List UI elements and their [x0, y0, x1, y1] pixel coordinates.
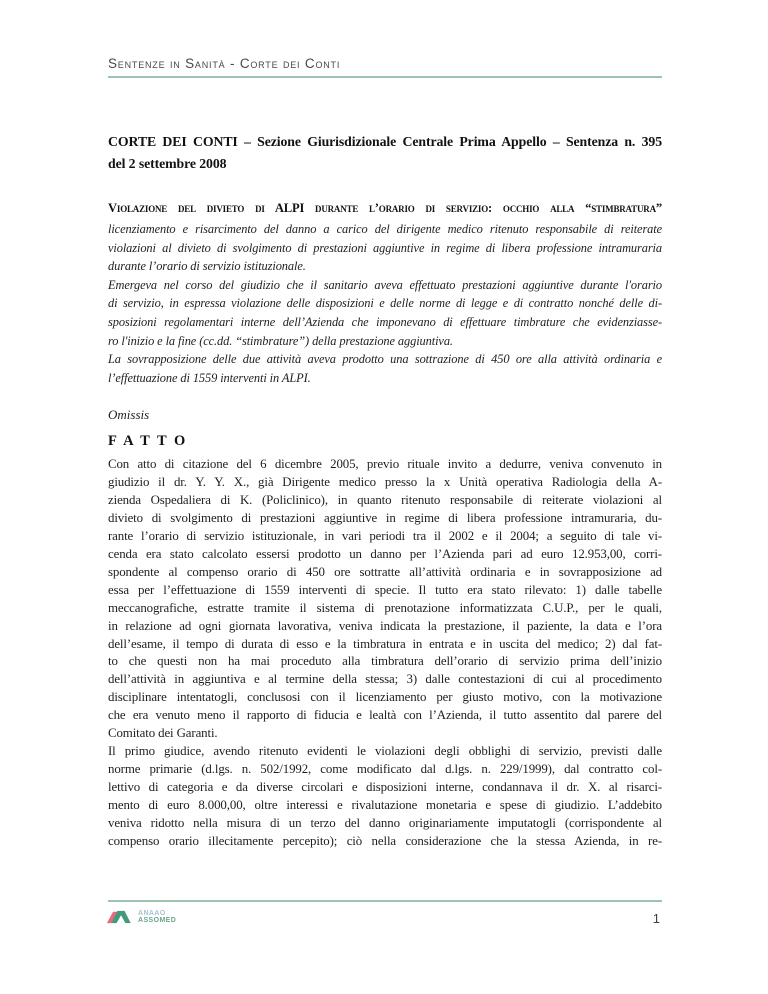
text-line: in relazione ad ogni giornata lavorativa, veniva indicata la prestazione, il paziente, la data e l’ora	[108, 618, 662, 633]
text-line: to che questi non ha mai proceduto alla timbratura dell’orario di servizio prima dell’inizio	[108, 654, 662, 669]
text-line: dell’esame, il tempo di durata di esso e la timbratura in entrata e in uscita del medico; 2) dal fat-	[108, 636, 662, 651]
sentence-title	[108, 131, 662, 175]
text-line: compenso orario illecitamente percepito); ciò nella considerazione che la stessa Azienda, in re-	[108, 834, 662, 849]
text-line: zienda Ospedaliera di K. (Policlinico), in quanto ritenuto responsabile di reiterate violazioni al	[108, 492, 662, 507]
text-line: del 2 settembre 2008	[108, 156, 227, 171]
text-line: disciplinare intentatogli, conclusosi con il licenziamento per giusto motivo, con la motivazione	[108, 690, 662, 705]
text-line: rante l’orario di servizio istituzionale, in vari periodi tra il 2002 e il 2004; a seguito di tale vi-	[108, 528, 662, 543]
text-line: norme primarie (d.lgs. n. 502/1992, come modificato dal d.lgs. n. 229/1999), dal contratto col-	[108, 762, 662, 777]
fatto-body	[108, 456, 662, 851]
page-header	[108, 56, 662, 78]
fatto-heading: F A T T O	[108, 433, 188, 449]
text-line: lettivo di categoria e da diverse circolari e disposizioni interne, condannava il dr. X. al risarci-	[108, 780, 662, 795]
text-line: l’effettuazione di 1559 interventi in ALPI.	[108, 370, 311, 385]
text-line: divieto di svolgimento di prestazioni aggiuntive in regime di libera professione intramuraria, du-	[108, 510, 662, 525]
text-line: ro l'inizio e la fine (cc.dd. “stimbrature”) della prestazione aggiuntiva.	[108, 333, 453, 348]
text-line: dell’attività in aggiuntiva e al termine della stessa; 3) dalle contestazioni di cui al procedimento	[108, 672, 662, 687]
text-line: CORTE DEI CONTI – Sezione Giurisdizionale Centrale Prima Appello – Sentenza n. 395	[108, 134, 662, 149]
text-line: Il primo giudice, avendo ritenuto evidenti le violazioni degli obblighi di servizio, previsti dalle	[108, 744, 662, 759]
text-line: meccanografiche, estratte tramite il sistema di prenotazione informatizzata C.U.P., per le quali,	[108, 600, 662, 615]
text-line: veniva ridotto nella misura di un terzo del danno originariamente imputatogli (corrispondente al	[108, 816, 662, 831]
text-line: essa per l’effettuazione di 1559 interventi di specie. Il tutto era stato rilevato: 1) dalle tabelle	[108, 582, 662, 597]
logo-text-anaao: ANAAO	[138, 909, 166, 917]
case-summary-heading	[108, 199, 662, 217]
text-line: licenziamento e risarcimento del danno a carico del dirigente medico ritenuto responsabile di reiterate	[108, 222, 662, 236]
text-line: Emergeva nel corso del giudizio che il sanitario aveva effettuato prestazioni aggiuntive durante l'orario	[108, 277, 662, 292]
text-line: cenda era stato calcolato essersi prodotto un danno per l’Azienda pari ad euro 12.953,00, corri-	[108, 546, 662, 561]
anaao-logo-text	[138, 910, 176, 925]
anaao-logo-icon	[106, 907, 136, 927]
text-line: Con atto di citazione del 6 dicembre 2005, previo rituale invito a dedurre, veniva convenuto in	[108, 457, 662, 471]
text-line: Comitato dei Garanti.	[108, 726, 218, 741]
text-line: giudizio il dr. Y. Y. X., già Dirigente medico presso la x Unità operativa Radiologia della A-	[108, 474, 662, 489]
text-line: mento di euro 8.000,00, oltre interessi e rivalutazione monetaria e spese di giudizio. L’addebito	[108, 798, 662, 813]
text-line: che era venuto meno il rapporto di fiducia e lealtà con l’Azienda, il tutto assentito dal parere del	[108, 708, 662, 723]
text-line: La sovrapposizione delle due attività aveva prodotto una sottrazione di 450 ore alla attività ordinaria e	[108, 352, 662, 367]
text-line: Violazione del divieto di ALPI durante l’orario di servizio: occhio alla “stimbratura”	[108, 201, 662, 215]
anaao-assomed-logo	[106, 907, 176, 927]
header-title: Sentenze in Sanità - Corte dei Conti	[108, 56, 341, 71]
text-line: durante l’orario di servizio istituzionale.	[108, 259, 306, 274]
text-line: sposizioni regolamentari interne dell’Azienda che imponevano di effettuare timbrature che evidenziasse-	[108, 314, 662, 329]
footer-rule	[108, 900, 662, 902]
page-number: 1	[652, 911, 660, 926]
case-abstract	[108, 220, 662, 387]
text-line: violazioni al divieto di svolgimento di prestazioni aggiuntive in regime di libera professione intramuraria	[108, 240, 662, 255]
text-line: spondente al compenso orario di 450 ore sottratte all’attività ordinaria e in sovrapposizione ad	[108, 564, 662, 579]
text-line: di servizio, in espressa violazione delle disposizioni e delle norme di legge e di contratto nonché delle di-	[108, 296, 662, 311]
omissis-label: Omissis	[108, 407, 150, 422]
logo-text-assomed: ASSOMED	[138, 917, 177, 924]
